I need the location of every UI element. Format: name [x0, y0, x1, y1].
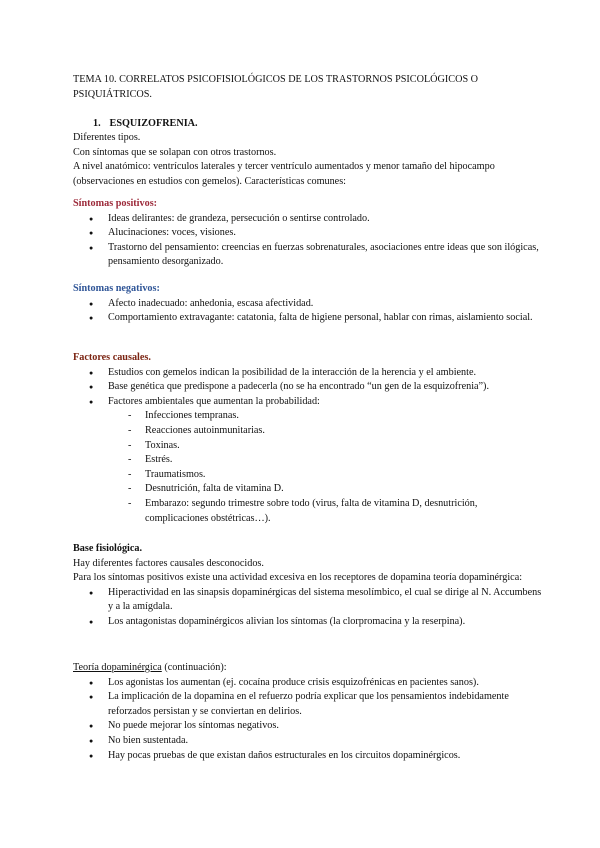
list-item: ● Base genética que predispone a padecerla (no se ha encontrado “un gen de la esquizofrenia”). [73, 380, 543, 395]
list-item: ● Comportamiento extravagante: catatonia, falta de higiene personal, hablar con rimas, aislamiento social. [73, 311, 543, 326]
sub-list-item: - Infecciones tempranas. [73, 409, 543, 424]
dopamine-theory [73, 661, 543, 763]
physiological-basis [73, 542, 543, 630]
intro-line: Diferentes tipos. [73, 132, 141, 143]
theory-heading: Teoría dopaminérgica [73, 662, 162, 673]
document-title: TEMA 10. CORRELATOS PSICOFISIOLÓGICOS DE LOS TRASTORNOS PSICOLÓGICOS O PSIQUIÁTRICOS. [73, 74, 479, 100]
intro-line: A nivel anatómico: ventrículos laterales y tercer ventrículo aumentados y menor tamaño del hipocampo (observaciones en estudios con gemelos). Características comunes: [73, 161, 495, 187]
theory-suffix: (continuación): [161, 662, 227, 673]
list-item: ● Los agonistas los aumentan (ej. cocaína produce crisis esquizofrénicas en pacientes sanos). [73, 676, 543, 691]
basis-heading: Base fisiológica. [73, 543, 143, 554]
theory-heading-line [73, 661, 543, 676]
list-item: ● Alucinaciones: voces, visiones. [73, 226, 543, 241]
intro-line: Con síntomas que se solapan con otros trastornos. [73, 146, 277, 158]
sub-list-item: - Traumatismos. [73, 468, 543, 483]
list-item: ● Ideas delirantes: de grandeza, persecución o sentirse controlado. [73, 212, 543, 227]
list-item: ● Factores ambientales que aumentan la probabilidad: [73, 395, 543, 410]
list-item: ● Los antagonistas dopaminérgicos alivian los síntomas (la clorpromacina y la reserpina). [73, 615, 543, 630]
positive-symptoms [73, 197, 543, 270]
section-number: 1. [93, 118, 101, 129]
sub-list-item: - Desnutrición, falta de vitamina D. [73, 482, 543, 497]
sub-list-item: - Reacciones autoinmunitarias. [73, 424, 543, 439]
basis-line: Hay diferentes factores causales desconocidos. [73, 557, 264, 569]
list-item: ● Hay pocas pruebas de que existan daños estructurales en los circuitos dopaminérgicos. [73, 749, 543, 764]
list-item: ● Trastorno del pensamiento: creencias en fuerzas sobrenaturales, asociaciones entre ideas que son ilógicas, pensamiento desorganizado. [73, 241, 543, 270]
list-item: ● Afecto inadecuado: anhedonia, escasa afectividad. [73, 297, 543, 312]
list-item: ● La implicación de la dopamina en el refuerzo podría explicar que los pensamientos indebidamente reforzados persistan y se conviertan en delirios. [73, 690, 543, 719]
sub-list-item: - Toxinas. [73, 439, 543, 454]
list-item: ● Hiperactividad en las sinapsis dopaminérgicas del sistema mesolímbico, el cual se dirige al N. Accumbens y a la amígdala. [73, 586, 543, 615]
negative-heading: Síntomas negativos: [73, 283, 160, 294]
causal-factors [73, 351, 543, 526]
sub-list-item: - Embarazo: segundo trimestre sobre todo (virus, falta de vitamina D, desnutrición, complicaciones obstétricas…). [73, 497, 543, 526]
list-item: ● No puede mejorar los síntomas negativos. [73, 719, 543, 734]
sub-list-item: - Estrés. [73, 453, 543, 468]
positive-heading: Síntomas positivos: [73, 198, 158, 209]
negative-symptoms [73, 282, 543, 326]
section-title: ESQUIZOFRENIA. [109, 118, 198, 129]
section-heading [93, 117, 198, 132]
basis-line: Para los síntomas positivos existe una actividad excesiva en los receptores de dopamina teoría dopaminérgica: [73, 572, 523, 584]
causes-heading: Factores causales. [73, 352, 151, 363]
list-item: ● Estudios con gemelos indican la posibilidad de la interacción de la herencia y el ambiente. [73, 366, 543, 381]
intro-block [73, 131, 543, 189]
list-item: ● No bien sustentada. [73, 734, 543, 749]
